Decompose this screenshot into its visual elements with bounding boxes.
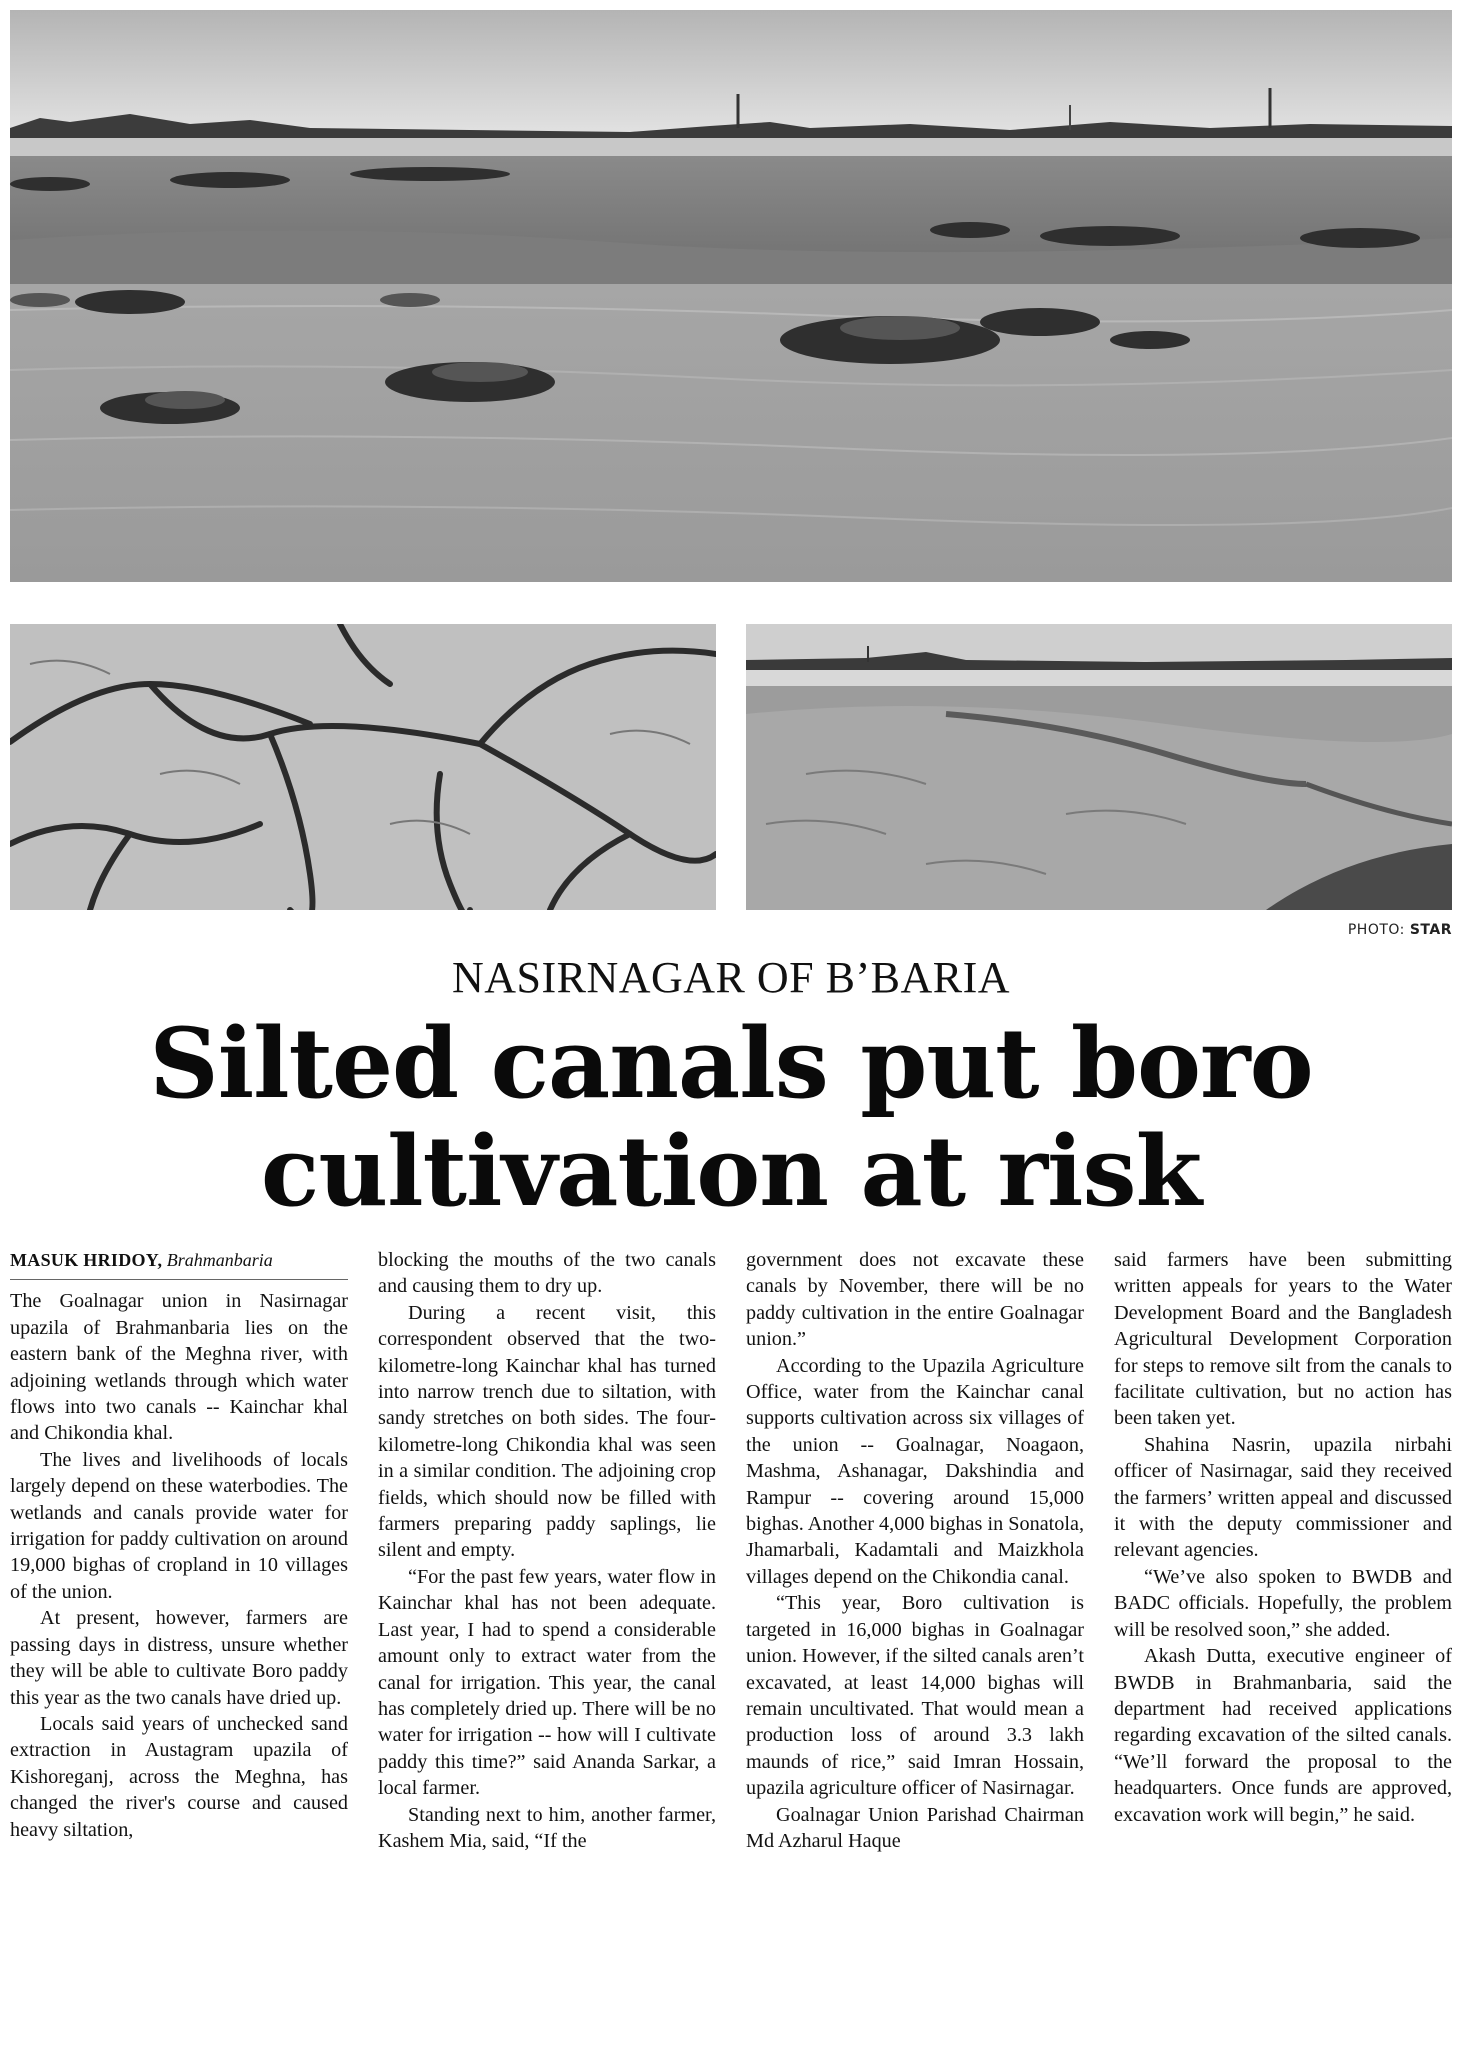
photo-credit <box>1348 922 1452 938</box>
article-column-2 <box>378 1247 716 2037</box>
paragraph: The Goalnagar union in Nasirnagar upazila of Brahmanbaria lies on the eastern bank of the Meghna river, with adjoining wetlands through which water flows into two canals -- Kainchar khal and Chikondia khal. <box>10 1290 348 1445</box>
main-photo-silted-river <box>10 10 1452 582</box>
byline-place: Brahmanbaria <box>166 1250 273 1270</box>
paragraph: During a recent visit, this correspondent observed that the two-kilometre-long Kainchar khal has turned into narrow trench due to siltation, with sandy stretches on both sides. The four-kilometre-long Chikondia khal was seen in a similar condition. The adjoining crop fields, which should now be filled with farmers preparing paddy saplings, lie silent and empty. <box>378 1301 716 1562</box>
byline <box>10 1247 348 1280</box>
article-column-3 <box>746 1247 1084 2037</box>
paragraph: The lives and livelihoods of locals largely depend on these waterbodies. The wetlands and canals provide water for irrigation for paddy cultivation on around 19,000 bighas of cropland in 10 villages of the union. <box>10 1448 348 1603</box>
paragraph: government does not excavate these canals by November, there will be no paddy cultivation in the entire Goalnagar union.” <box>746 1249 1084 1351</box>
paragraph: blocking the mouths of the two canals and causing them to dry up. <box>378 1249 716 1298</box>
photo-credit-source: STAR <box>1409 922 1452 938</box>
headline: Silted canals put boro cultivation at risk <box>149 1007 1313 1228</box>
paragraph: Akash Dutta, executive engineer of BWDB in Brahmanbaria, said the department had received applications regarding excavation of the silted canals. “We’ll forward the proposal to the headquarters. Once funds are approved, excavation work will begin,” he said. <box>1114 1645 1452 1826</box>
paragraph: said farmers have been submitting written appeals for years to the Water Development Board and the Bangladesh Agricultural Development Corporation for steps to remove silt from the canals to facilitate cultivation, but no action has been taken yet. <box>1114 1249 1452 1430</box>
paragraph: “This year, Boro cultivation is targeted in 16,000 bighas in Goalnagar union. However, if the silted canals aren’t excavated, at least 14,000 bighas will remain uncultivated. That would mean a production loss of around 3.3 lakh maunds of rice,” said Imran Hossain, upazila agriculture officer of Nasirnagar. <box>746 1592 1084 1800</box>
paragraph: According to the Upazila Agriculture Office, water from the Kainchar canal supports cultivation across six villages of the union -- Goalnagar, Noagaon, Mashma, Ashanagar, Dakshindia and Rampur -- covering around 15,000 bighas. Another 4,000 bighas in Sonatola, Jhamarbali, Kadamtali and Maizkhola villages depend on the Chikondia canal. <box>746 1354 1084 1588</box>
article-column-4 <box>1114 1247 1452 2037</box>
kicker: NASIRNAGAR OF B’BARIA <box>451 953 1011 1002</box>
paragraph: At present, however, farmers are passing days in distress, unsure whether they will be able to cultivate Boro paddy this year as the two canals have dried up. <box>10 1607 348 1709</box>
article-body <box>10 1247 1452 2037</box>
paragraph: “We’ve also spoken to BWDB and BADC officials. Hopefully, the problem will be resolved soon,” she added. <box>1114 1565 1452 1641</box>
cracked-mud-photo <box>10 624 716 910</box>
byline-author: MASUK HRIDOY, <box>10 1250 163 1270</box>
paragraph: Standing next to him, another farmer, Kashem Mia, said, “If the <box>378 1803 716 1852</box>
photo-credit-label: PHOTO: <box>1347 922 1405 938</box>
paragraph: Locals said years of unchecked sand extraction in Austagram upazila of Kishoreganj, across the Meghna, has changed the river's course and caused heavy siltation, <box>10 1712 348 1841</box>
paragraph: “For the past few years, water flow in Kainchar khal has not been adequate. Last year, I had to spend a considerable amount only to extract water from the canal for irrigation. This year, the canal has completely dried up. There will be no water for irrigation -- how will I cultivate paddy this time?” said Ananda Sarkar, a local farmer. <box>378 1565 716 1800</box>
paragraph: Shahina Nasrin, upazila nirbahi officer of Nasirnagar, said they received the farmers’ written appeal and discussed it with the deputy commissioner and relevant agencies. <box>1114 1433 1452 1562</box>
article-column-1 <box>10 1247 348 2037</box>
paragraph: Goalnagar Union Parishad Chairman Md Azharul Haque <box>746 1803 1084 1852</box>
silted-canal-photo <box>746 624 1452 910</box>
